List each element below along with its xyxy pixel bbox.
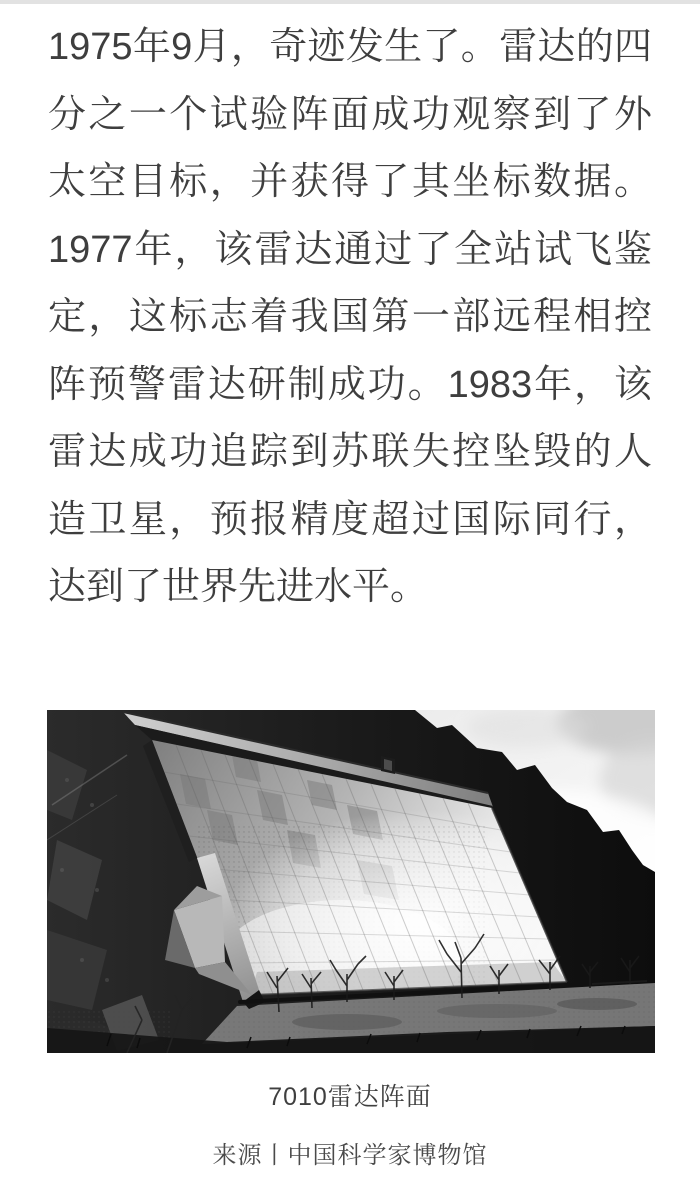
- article-line: 1977年，该雷达通过了全站试飞鉴: [48, 228, 652, 271]
- article-line: 达到了世界先进水平。: [48, 566, 429, 608]
- top-divider: [0, 0, 700, 4]
- radar-photo[interactable]: [47, 710, 655, 1053]
- article-line: 定，这标志着我国第一部远程相控: [48, 296, 652, 338]
- article-line: 太空目标，并获得了其坐标数据。: [48, 161, 652, 203]
- article-line: 雷达成功追踪到苏联失控坠毁的人: [48, 431, 652, 473]
- article-line: 分之一个试验阵面成功观察到了外: [48, 93, 652, 136]
- article-paragraph: [48, 14, 652, 622]
- radar-photo-image: [47, 710, 655, 1053]
- article-line: 阵预警雷达研制成功。1983年，该: [48, 363, 652, 406]
- article-line: 1975年9月，奇迹发生了。雷达的四: [48, 26, 652, 68]
- article-line: 造卫星，预报精度超过国际同行，: [48, 498, 652, 541]
- photo-source: 来源丨中国科学家博物馆: [212, 1141, 488, 1169]
- photo-caption: 7010雷达阵面: [268, 1082, 432, 1111]
